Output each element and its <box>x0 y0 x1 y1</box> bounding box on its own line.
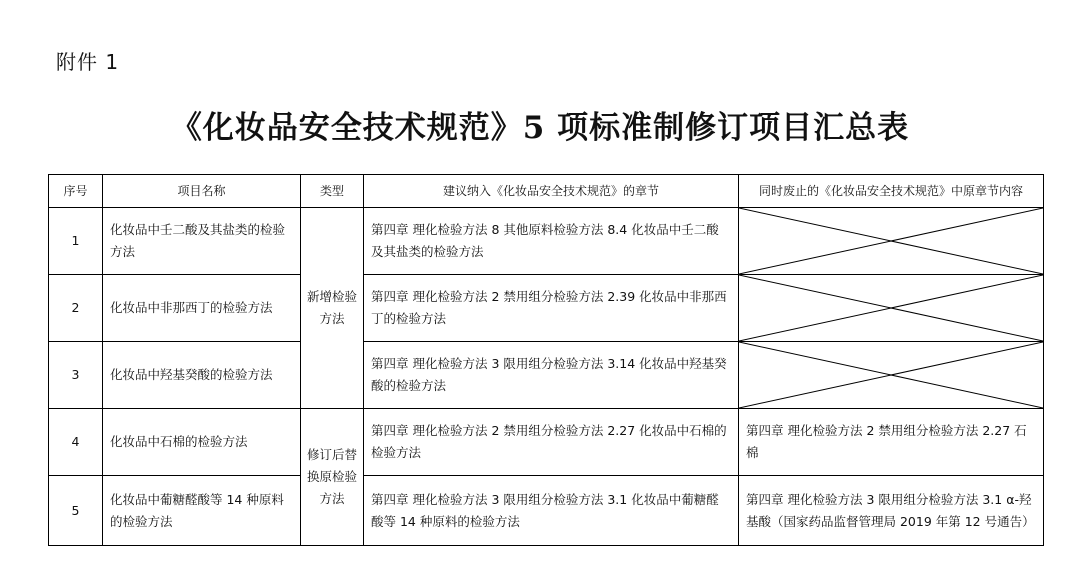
header-abolished: 同时废止的《化妆品安全技术规范》中原章节内容 <box>739 175 1044 208</box>
empty-crossed-cell <box>739 342 1044 409</box>
header-type: 类型 <box>301 175 364 208</box>
cross-mark <box>739 208 1043 274</box>
abolished-cell: 第四章 理化检验方法 3 限用组分检验方法 3.1 α-羟基酸（国家药品监督管理局 2019 年第 12 号通告） <box>739 476 1044 546</box>
header-no: 序号 <box>49 175 103 208</box>
row-number: 2 <box>49 275 103 342</box>
header-chapter: 建议纳入《化妆品安全技术规范》的章节 <box>364 175 739 208</box>
row-number: 1 <box>49 208 103 275</box>
cross-mark <box>739 275 1043 341</box>
row-number: 4 <box>49 409 103 476</box>
type-cell: 新增检验方法 <box>301 208 364 409</box>
table-row <box>49 476 1044 546</box>
table-row <box>49 409 1044 476</box>
attachment-label: 附件 1 <box>56 50 120 74</box>
project-name: 化妆品中非那西丁的检验方法 <box>103 275 301 342</box>
page-title: 《化妆品安全技术规范》5 项标准制修订项目汇总表 <box>170 110 910 146</box>
project-name: 化妆品中壬二酸及其盐类的检验方法 <box>103 208 301 275</box>
chapter-cell: 第四章 理化检验方法 2 禁用组分检验方法 2.27 化妆品中石棉的检验方法 <box>364 409 739 476</box>
project-name: 化妆品中葡糖醛酸等 14 种原料的检验方法 <box>103 476 301 546</box>
header-name: 项目名称 <box>103 175 301 208</box>
row-number: 5 <box>49 476 103 546</box>
summary-table <box>48 174 1044 546</box>
abolished-cell: 第四章 理化检验方法 2 禁用组分检验方法 2.27 石棉 <box>739 409 1044 476</box>
chapter-cell: 第四章 理化检验方法 2 禁用组分检验方法 2.39 化妆品中非那西丁的检验方法 <box>364 275 739 342</box>
table-row <box>49 208 1044 275</box>
chapter-cell: 第四章 理化检验方法 3 限用组分检验方法 3.14 化妆品中羟基癸酸的检验方法 <box>364 342 739 409</box>
chapter-cell: 第四章 理化检验方法 8 其他原料检验方法 8.4 化妆品中壬二酸及其盐类的检验方法 <box>364 208 739 275</box>
cross-mark <box>739 342 1043 408</box>
row-number: 3 <box>49 342 103 409</box>
project-name: 化妆品中石棉的检验方法 <box>103 409 301 476</box>
table-header-row <box>49 175 1044 208</box>
empty-crossed-cell <box>739 208 1044 275</box>
project-name: 化妆品中羟基癸酸的检验方法 <box>103 342 301 409</box>
table-row <box>49 342 1044 409</box>
type-cell: 修订后替换原检验方法 <box>301 409 364 546</box>
table-row <box>49 275 1044 342</box>
empty-crossed-cell <box>739 275 1044 342</box>
chapter-cell: 第四章 理化检验方法 3 限用组分检验方法 3.1 化妆品中葡糖醛酸等 14 种原料的检验方法 <box>364 476 739 546</box>
